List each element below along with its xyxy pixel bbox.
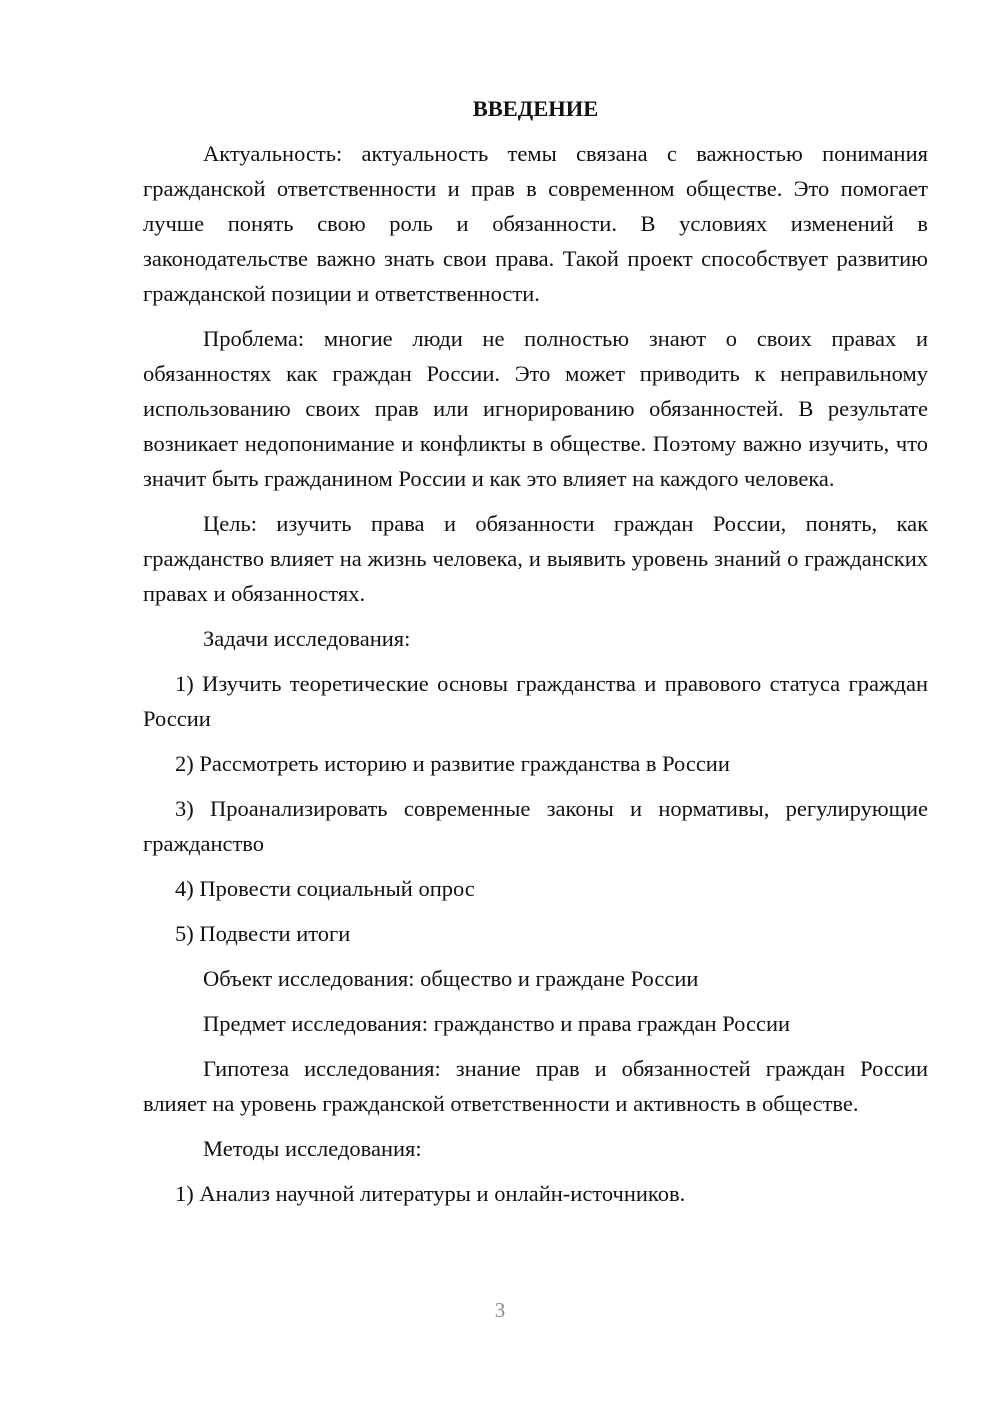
method-item: 1) Анализ научной литературы и онлайн-источников. <box>175 1181 686 1206</box>
relevance-paragraph: Актуальность: актуальность темы связана с важностью понимания гражданской ответственности и прав в современном обществе. Это помогает лучше понять свою роль и обязанности. В условиях изменений в законодательстве важно знать свои права. Такой проект способствует развитию гражданской позиции и ответственности. <box>143 141 928 306</box>
hypothesis-paragraph: Гипотеза исследования: знание прав и обязанностей граждан России влияет на уровень гражданской ответственности и активность в обществе. <box>143 1056 928 1116</box>
page-number: 3 <box>494 1298 506 1322</box>
task-item: 1) Изучить теоретические основы гражданства и правового статуса граждан России <box>143 671 928 731</box>
section-heading: ВВЕДЕНИЕ <box>472 96 599 121</box>
methods-title: Методы исследования: <box>203 1136 422 1161</box>
page-content <box>143 92 928 1221</box>
tasks-title: Задачи исследования: <box>203 626 411 651</box>
task-item: 2) Рассмотреть историю и развитие гражданства в России <box>175 751 730 776</box>
task-item: 4) Провести социальный опрос <box>175 876 475 901</box>
task-item: 5) Подвести итоги <box>175 921 351 946</box>
task-item: 3) Проанализировать современные законы и нормативы, регулирующие гражданство <box>143 796 928 856</box>
object-line: Объект исследования: общество и граждане России <box>203 966 699 991</box>
goal-paragraph: Цель: изучить права и обязанности граждан России, понять, как гражданство влияет на жизнь человека, и выявить уровень знаний о гражданских правах и обязанностях. <box>143 511 928 606</box>
problem-paragraph: Проблема: многие люди не полностью знают о своих правах и обязанностях как граждан России. Это может приводить к неправильному использованию своих прав или игнорированию обязанностей. В результате возникает недопонимание и конфликты в обществе. Поэтому важно изучить, что значит быть гражданином России и как это влияет на каждого человека. <box>143 326 928 491</box>
subject-line: Предмет исследования: гражданство и права граждан России <box>203 1011 791 1036</box>
